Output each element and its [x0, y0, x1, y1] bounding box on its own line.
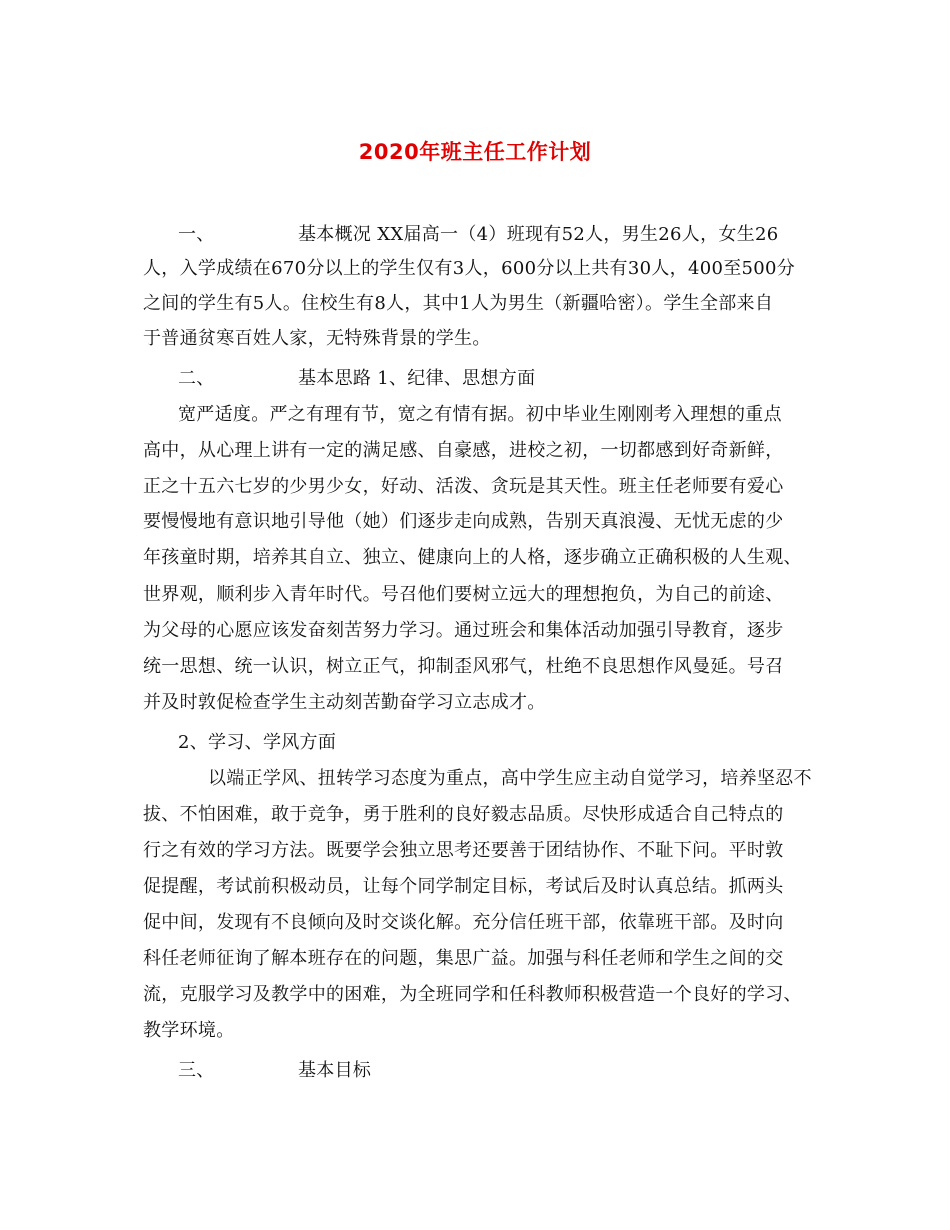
section-3-line: [178, 1058, 371, 1084]
text-line: 促中间，发现有不良倾向及时交谈化解。充分信任班干部，依靠班干部。及时向: [143, 912, 784, 933]
text-line: 要慢慢地有意识地引导他（她）们逐步走向成熟，告别天真浪漫、无忧无虑的少: [143, 511, 784, 532]
text-line: 以端正学风、扭转学习态度为重点，高中学生应主动自觉学习，培养坚忍不: [208, 768, 812, 789]
text-line: 世界观，顺利步入青年时代。号召他们要树立远大的理想抱负，为自己的前途、: [143, 584, 784, 605]
text-line: 人，入学成绩在670分以上的学生仅有3人，600分以上共有30人，400至500分: [143, 258, 796, 279]
text-line: 宽严适度。严之有理有节，宽之有情有据。初中毕业生刚刚考入理想的重点: [178, 404, 782, 425]
section-3-number: 三、: [178, 1060, 215, 1081]
text-line: 流，克服学习及教学中的困难，为全班同学和任科教师积极营造一个良好的学习、: [143, 984, 802, 1005]
text-line: 科任老师征询了解本班存在的问题，集思广益。加强与科任老师和学生之间的交: [143, 948, 784, 969]
section-2-first-line: [178, 366, 535, 392]
text-line: 并及时敦促检查学生主动刻苦勤奋学习立志成才。: [143, 692, 546, 713]
section-3-heading: 基本目标: [298, 1060, 372, 1081]
text-line: 为父母的心愿应该发奋刻苦努力学习。通过班会和集体活动加强引导教育，逐步: [143, 620, 784, 641]
text-line: 于普通贫寒百姓人家，无特殊背景的学生。: [143, 328, 491, 349]
text-line: 之间的学生有5人。住校生有8人，其中1人为男生（新疆哈密）。学生全部来自: [143, 293, 774, 314]
subheading-study: 2、学习、学风方面: [178, 732, 337, 753]
section-1-first-line: [178, 222, 779, 248]
section-2-heading: 基本思路 1、纪律、思想方面: [298, 368, 536, 389]
text-line: 拔、不怕困难，敢于竞争，勇于胜利的良好毅志品质。尽快形成适合自己特点的: [143, 804, 784, 825]
text-line: 教学环境。: [143, 1020, 235, 1041]
section-1-heading: 基本概况 XX届高一（4）班现有52人，男生26人，女生26: [298, 224, 779, 245]
text-line: 促提醒，考试前积极动员，让每个同学制定目标，考试后及时认真总结。抓两头: [143, 876, 784, 897]
section-2-number: 二、: [178, 368, 215, 389]
text-line: 年孩童时期，培养其自立、独立、健康向上的人格，逐步确立正确积极的人生观、: [143, 547, 802, 568]
text-line: 行之有效的学习方法。既要学会独立思考还要善于团结协作、不耻下问。平时敦: [143, 840, 784, 861]
document-title: 2020年班主任工作计划: [358, 140, 592, 164]
text-line: 高中，从心理上讲有一定的满足感、自豪感，进校之初，一切都感到好奇新鲜，: [143, 440, 784, 461]
text-line: 统一思想、统一认识，树立正气，抑制歪风邪气，杜绝不良思想作风曼延。号召: [143, 656, 784, 677]
text-line: 正之十五六七岁的少男少女，好动、活泼、贪玩是其天性。班主任老师要有爱心: [143, 476, 784, 497]
section-1-number: 一、: [178, 224, 215, 245]
